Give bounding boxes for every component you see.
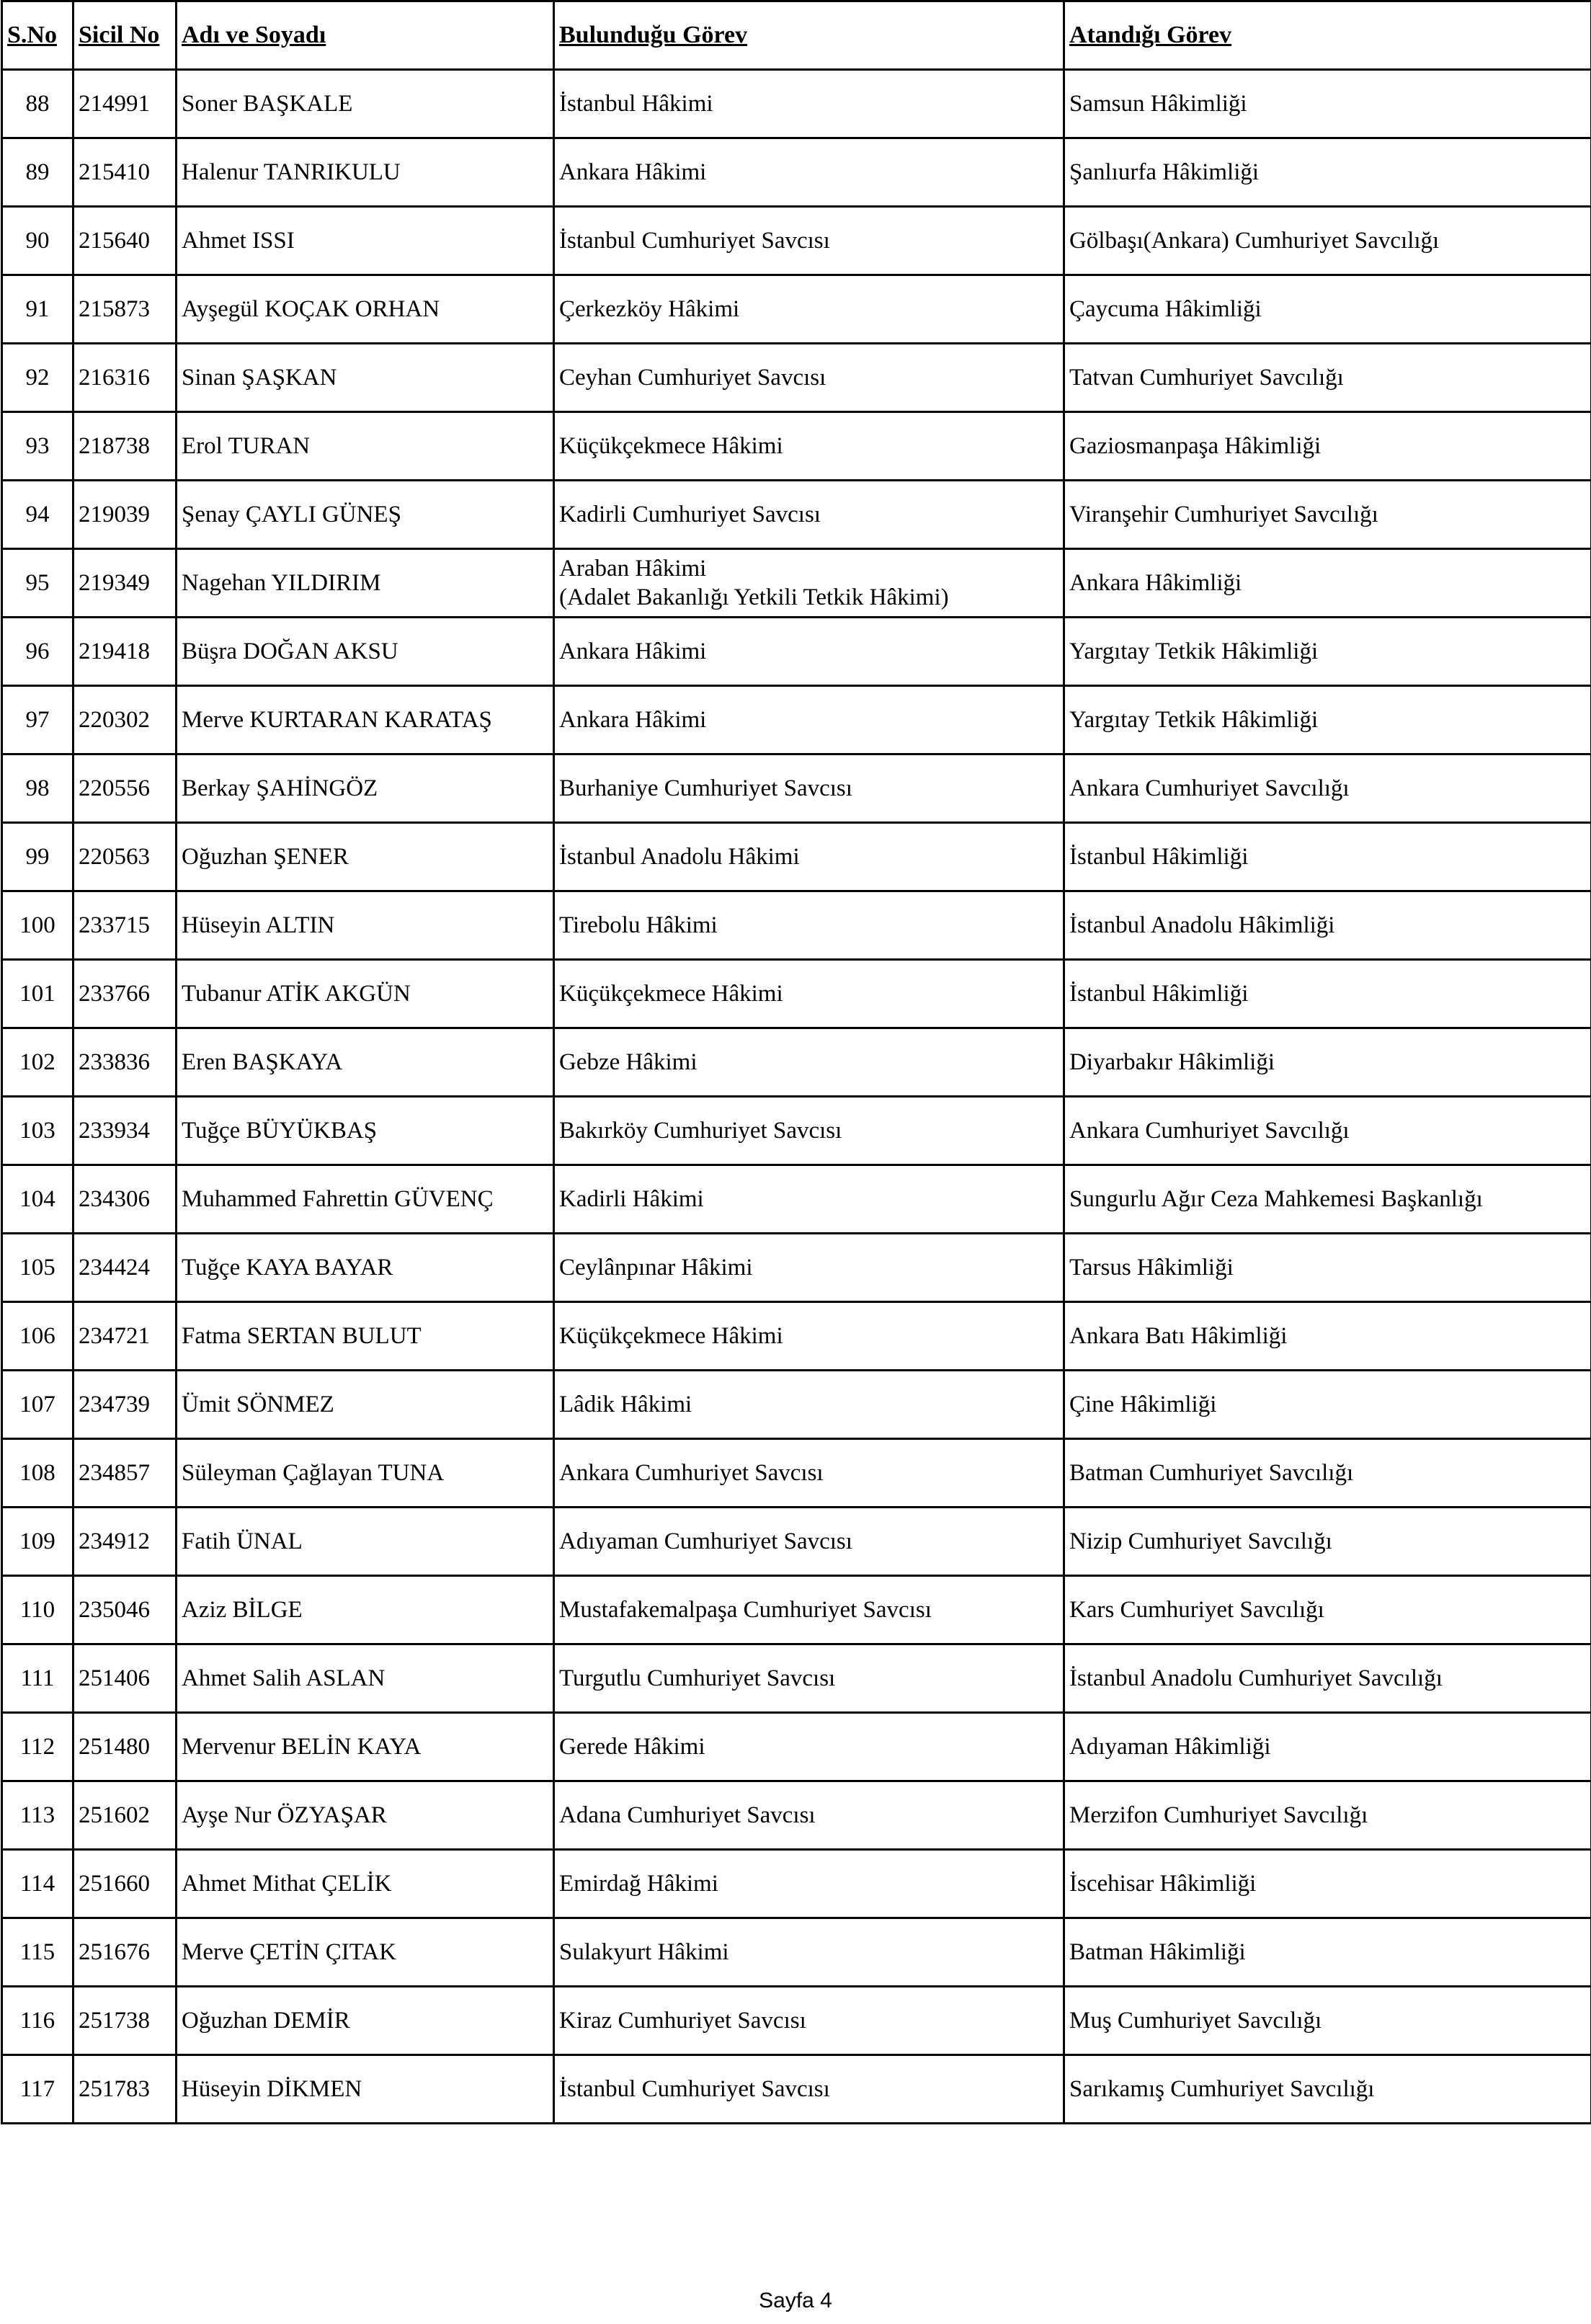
current-position-line: Adana Cumhuriyet Savcısı	[559, 1802, 816, 1828]
cell-assigned-position: Ankara Cumhuriyet Savcılığı	[1064, 1097, 1591, 1165]
cell-current-position	[554, 960, 1064, 1028]
cell-current-position	[554, 275, 1064, 344]
cell-current-position	[554, 1576, 1064, 1644]
cell-sicil-no: 251660	[73, 1850, 177, 1918]
cell-sno: 90	[2, 207, 73, 275]
cell-name: Hüseyin ALTIN	[177, 891, 554, 960]
current-position-line: Bakırköy Cumhuriyet Savcısı	[559, 1118, 842, 1144]
cell-current-position	[554, 1302, 1064, 1371]
current-position-line: Kadirli Cumhuriyet Savcısı	[559, 502, 821, 527]
cell-current-position	[554, 1439, 1064, 1508]
cell-assigned-position: İstanbul Hâkimliği	[1064, 960, 1591, 1028]
cell-current-position	[554, 823, 1064, 891]
table-row	[2, 1165, 1591, 1234]
cell-assigned-position: İstanbul Anadolu Cumhuriyet Savcılığı	[1064, 1644, 1591, 1713]
cell-name: Tuğçe KAYA BAYAR	[177, 1234, 554, 1302]
cell-sicil-no: 251783	[73, 2055, 177, 2124]
current-position-line: Emirdağ Hâkimi	[559, 1871, 718, 1897]
current-position-line: Küçükçekmece Hâkimi	[559, 981, 783, 1007]
cell-sicil-no: 218738	[73, 412, 177, 481]
table-row	[2, 1576, 1591, 1644]
cell-current-position	[554, 412, 1064, 481]
cell-name: Tubanur ATİK AKGÜN	[177, 960, 554, 1028]
cell-name: Soner BAŞKALE	[177, 70, 554, 138]
cell-name: Ümit SÖNMEZ	[177, 1371, 554, 1439]
appointment-table	[1, 0, 1591, 2124]
table-row	[2, 1713, 1591, 1781]
cell-assigned-position: Tarsus Hâkimliği	[1064, 1234, 1591, 1302]
table-row	[2, 481, 1591, 549]
cell-current-position	[554, 1165, 1064, 1234]
cell-sicil-no: 234721	[73, 1302, 177, 1371]
current-position-line: Mustafakemalpaşa Cumhuriyet Savcısı	[559, 1597, 932, 1623]
cell-name: Süleyman Çağlayan TUNA	[177, 1439, 554, 1508]
cell-assigned-position: Sarıkamış Cumhuriyet Savcılığı	[1064, 2055, 1591, 2124]
table-row	[2, 1097, 1591, 1165]
cell-current-position	[554, 1644, 1064, 1713]
cell-current-position	[554, 481, 1064, 549]
cell-current-position	[554, 2055, 1064, 2124]
cell-sicil-no: 251676	[73, 1918, 177, 1987]
cell-sno: 101	[2, 960, 73, 1028]
cell-name: Ayşegül KOÇAK ORHAN	[177, 275, 554, 344]
cell-sno: 106	[2, 1302, 73, 1371]
table-row	[2, 1302, 1591, 1371]
current-position-line: Gerede Hâkimi	[559, 1734, 705, 1760]
cell-name: Fatma SERTAN BULUT	[177, 1302, 554, 1371]
cell-sicil-no: 234912	[73, 1508, 177, 1576]
cell-assigned-position: Gaziosmanpaşa Hâkimliği	[1064, 412, 1591, 481]
table-row	[2, 138, 1591, 207]
current-position-line: Çerkezköy Hâkimi	[559, 296, 740, 322]
cell-current-position	[554, 1508, 1064, 1576]
cell-sno: 99	[2, 823, 73, 891]
header-current-position: Bulunduğu Görev	[554, 1, 1064, 70]
table-row	[2, 1508, 1591, 1576]
cell-name: Büşra DOĞAN AKSU	[177, 618, 554, 686]
table-row	[2, 1781, 1591, 1850]
current-position-line: Ankara Hâkimi	[559, 638, 707, 664]
table-row	[2, 1644, 1591, 1713]
current-position-line: Lâdik Hâkimi	[559, 1392, 692, 1417]
table-row	[2, 618, 1591, 686]
cell-sno: 97	[2, 686, 73, 754]
table-row	[2, 344, 1591, 412]
cell-assigned-position: Ankara Cumhuriyet Savcılığı	[1064, 754, 1591, 823]
cell-sno: 113	[2, 1781, 73, 1850]
table-row	[2, 1371, 1591, 1439]
cell-sno: 96	[2, 618, 73, 686]
current-position-line: Araban Hâkimi	[559, 556, 707, 582]
table-row	[2, 2055, 1591, 2124]
cell-name: Oğuzhan ŞENER	[177, 823, 554, 891]
cell-sicil-no: 233766	[73, 960, 177, 1028]
cell-sno: 102	[2, 1028, 73, 1097]
cell-sicil-no: 233836	[73, 1028, 177, 1097]
table-row	[2, 960, 1591, 1028]
cell-sicil-no: 235046	[73, 1576, 177, 1644]
table-row	[2, 1918, 1591, 1987]
cell-current-position	[554, 1234, 1064, 1302]
table-header-row	[2, 1, 1591, 70]
cell-sno: 89	[2, 138, 73, 207]
cell-sno: 117	[2, 2055, 73, 2124]
current-position-line: İstanbul Hâkimi	[559, 91, 713, 117]
cell-current-position	[554, 1850, 1064, 1918]
cell-name: Aziz BİLGE	[177, 1576, 554, 1644]
cell-sno: 103	[2, 1097, 73, 1165]
cell-assigned-position: Şanlıurfa Hâkimliği	[1064, 138, 1591, 207]
cell-assigned-position: Diyarbakır Hâkimliği	[1064, 1028, 1591, 1097]
page-number: Sayfa 4	[759, 2289, 832, 2312]
table-row	[2, 754, 1591, 823]
cell-sicil-no: 215410	[73, 138, 177, 207]
current-position-line: İstanbul Cumhuriyet Savcısı	[559, 228, 830, 254]
cell-name: Merve KURTARAN KARATAŞ	[177, 686, 554, 754]
cell-current-position	[554, 1097, 1064, 1165]
cell-assigned-position: Çaycuma Hâkimliği	[1064, 275, 1591, 344]
cell-sicil-no: 251480	[73, 1713, 177, 1781]
current-position-line: Ankara Hâkimi	[559, 159, 707, 185]
cell-assigned-position: Nizip Cumhuriyet Savcılığı	[1064, 1508, 1591, 1576]
cell-sno: 112	[2, 1713, 73, 1781]
cell-assigned-position: Ankara Hâkimliği	[1064, 549, 1591, 618]
cell-sno: 100	[2, 891, 73, 960]
table-row	[2, 1028, 1591, 1097]
cell-sicil-no: 234306	[73, 1165, 177, 1234]
cell-current-position	[554, 1918, 1064, 1987]
cell-name: Eren BAŞKAYA	[177, 1028, 554, 1097]
header-sno: S.No	[2, 1, 73, 70]
cell-name: Ayşe Nur ÖZYAŞAR	[177, 1781, 554, 1850]
cell-sicil-no: 234424	[73, 1234, 177, 1302]
cell-current-position	[554, 686, 1064, 754]
cell-name: Mervenur BELİN KAYA	[177, 1713, 554, 1781]
cell-sicil-no: 233715	[73, 891, 177, 960]
cell-sicil-no: 220556	[73, 754, 177, 823]
cell-name: Şenay ÇAYLI GÜNEŞ	[177, 481, 554, 549]
cell-current-position	[554, 754, 1064, 823]
cell-assigned-position: Tatvan Cumhuriyet Savcılığı	[1064, 344, 1591, 412]
cell-sicil-no: 234739	[73, 1371, 177, 1439]
current-position-line: İstanbul Cumhuriyet Savcısı	[559, 2076, 830, 2102]
current-position-line: Turgutlu Cumhuriyet Savcısı	[559, 1665, 836, 1691]
current-position-line: Adıyaman Cumhuriyet Savcısı	[559, 1528, 852, 1554]
cell-assigned-position: Muş Cumhuriyet Savcılığı	[1064, 1987, 1591, 2055]
cell-sicil-no: 215640	[73, 207, 177, 275]
cell-assigned-position: Kars Cumhuriyet Savcılığı	[1064, 1576, 1591, 1644]
cell-name: Erol TURAN	[177, 412, 554, 481]
header-name: Adı ve Soyadı	[177, 1, 554, 70]
cell-sicil-no: 219349	[73, 549, 177, 618]
current-position-line: Ankara Hâkimi	[559, 707, 707, 733]
cell-sicil-no: 251738	[73, 1987, 177, 2055]
cell-current-position	[554, 70, 1064, 138]
cell-name: Tuğçe BÜYÜKBAŞ	[177, 1097, 554, 1165]
current-position-line: Kiraz Cumhuriyet Savcısı	[559, 2008, 806, 2034]
cell-current-position	[554, 549, 1064, 618]
cell-assigned-position: İstanbul Hâkimliği	[1064, 823, 1591, 891]
cell-name: Nagehan YILDIRIM	[177, 549, 554, 618]
current-position-line: Ceylânpınar Hâkimi	[559, 1255, 753, 1281]
cell-sno: 91	[2, 275, 73, 344]
current-position-line: Tirebolu Hâkimi	[559, 912, 718, 938]
cell-current-position	[554, 1713, 1064, 1781]
current-position-line: Burhaniye Cumhuriyet Savcısı	[559, 775, 852, 801]
cell-sno: 107	[2, 1371, 73, 1439]
cell-name: Halenur TANRIKULU	[177, 138, 554, 207]
cell-current-position	[554, 1371, 1064, 1439]
current-position-line: Kadirli Hâkimi	[559, 1186, 704, 1212]
cell-name: Sinan ŞAŞKAN	[177, 344, 554, 412]
cell-name: Fatih ÜNAL	[177, 1508, 554, 1576]
cell-assigned-position: Çine Hâkimliği	[1064, 1371, 1591, 1439]
table-row	[2, 1439, 1591, 1508]
current-position-note: (Adalet Bakanlığı Yetkili Tetkik Hâkimi)	[559, 584, 949, 610]
cell-name: Ahmet Salih ASLAN	[177, 1644, 554, 1713]
cell-sno: 94	[2, 481, 73, 549]
cell-name: Ahmet Mithat ÇELİK	[177, 1850, 554, 1918]
cell-sno: 92	[2, 344, 73, 412]
cell-sno: 111	[2, 1644, 73, 1713]
cell-sicil-no: 234857	[73, 1439, 177, 1508]
cell-sicil-no: 219039	[73, 481, 177, 549]
cell-current-position	[554, 1028, 1064, 1097]
cell-assigned-position: Adıyaman Hâkimliği	[1064, 1713, 1591, 1781]
cell-current-position	[554, 207, 1064, 275]
cell-sicil-no: 251406	[73, 1644, 177, 1713]
cell-sno: 95	[2, 549, 73, 618]
cell-assigned-position: Yargıtay Tetkik Hâkimliği	[1064, 618, 1591, 686]
cell-assigned-position: İscehisar Hâkimliği	[1064, 1850, 1591, 1918]
table-body	[2, 70, 1591, 2124]
table-row	[2, 686, 1591, 754]
cell-sicil-no: 220302	[73, 686, 177, 754]
table-row	[2, 412, 1591, 481]
cell-assigned-position: Ankara Batı Hâkimliği	[1064, 1302, 1591, 1371]
cell-sno: 105	[2, 1234, 73, 1302]
header-sicil-no: Sicil No	[73, 1, 177, 70]
cell-sno: 114	[2, 1850, 73, 1918]
table-row	[2, 275, 1591, 344]
cell-name: Hüseyin DİKMEN	[177, 2055, 554, 2124]
cell-sno: 88	[2, 70, 73, 138]
cell-name: Muhammed Fahrettin GÜVENÇ	[177, 1165, 554, 1234]
cell-current-position	[554, 618, 1064, 686]
cell-assigned-position: Batman Cumhuriyet Savcılığı	[1064, 1439, 1591, 1508]
current-position-line: Gebze Hâkimi	[559, 1049, 698, 1075]
cell-assigned-position: Viranşehir Cumhuriyet Savcılığı	[1064, 481, 1591, 549]
current-position-line: Sulakyurt Hâkimi	[559, 1939, 729, 1965]
cell-sno: 98	[2, 754, 73, 823]
cell-current-position	[554, 344, 1064, 412]
cell-assigned-position: Yargıtay Tetkik Hâkimliği	[1064, 686, 1591, 754]
table-row	[2, 207, 1591, 275]
cell-sicil-no: 216316	[73, 344, 177, 412]
table-row	[2, 1850, 1591, 1918]
cell-assigned-position: Sungurlu Ağır Ceza Mahkemesi Başkanlığı	[1064, 1165, 1591, 1234]
current-position-line: Küçükçekmece Hâkimi	[559, 1323, 783, 1349]
header-assigned-position: Atandığı Görev	[1064, 1, 1591, 70]
cell-sno: 115	[2, 1918, 73, 1987]
current-position-line: Küçükçekmece Hâkimi	[559, 433, 783, 459]
cell-assigned-position: Batman Hâkimliği	[1064, 1918, 1591, 1987]
cell-current-position	[554, 1987, 1064, 2055]
table-row	[2, 549, 1591, 618]
cell-sicil-no: 219418	[73, 618, 177, 686]
current-position-line: İstanbul Anadolu Hâkimi	[559, 844, 800, 870]
cell-name: Oğuzhan DEMİR	[177, 1987, 554, 2055]
cell-sno: 108	[2, 1439, 73, 1508]
cell-current-position	[554, 138, 1064, 207]
cell-sicil-no: 215873	[73, 275, 177, 344]
cell-sno: 109	[2, 1508, 73, 1576]
cell-name: Merve ÇETİN ÇITAK	[177, 1918, 554, 1987]
cell-sno: 93	[2, 412, 73, 481]
table-row	[2, 70, 1591, 138]
table-row	[2, 823, 1591, 891]
cell-sicil-no: 251602	[73, 1781, 177, 1850]
table-row	[2, 891, 1591, 960]
current-position-line: Ceyhan Cumhuriyet Savcısı	[559, 365, 826, 391]
cell-sicil-no: 214991	[73, 70, 177, 138]
current-position-line: Ankara Cumhuriyet Savcısı	[559, 1460, 824, 1486]
cell-assigned-position: Samsun Hâkimliği	[1064, 70, 1591, 138]
cell-sno: 116	[2, 1987, 73, 2055]
table-row	[2, 1234, 1591, 1302]
cell-assigned-position: Gölbaşı(Ankara) Cumhuriyet Savcılığı	[1064, 207, 1591, 275]
cell-name: Berkay ŞAHİNGÖZ	[177, 754, 554, 823]
cell-sno: 110	[2, 1576, 73, 1644]
cell-sno: 104	[2, 1165, 73, 1234]
cell-current-position	[554, 891, 1064, 960]
cell-sicil-no: 233934	[73, 1097, 177, 1165]
table-row	[2, 1987, 1591, 2055]
cell-assigned-position: İstanbul Anadolu Hâkimliği	[1064, 891, 1591, 960]
cell-assigned-position: Merzifon Cumhuriyet Savcılığı	[1064, 1781, 1591, 1850]
cell-name: Ahmet ISSI	[177, 207, 554, 275]
cell-sicil-no: 220563	[73, 823, 177, 891]
cell-current-position	[554, 1781, 1064, 1850]
